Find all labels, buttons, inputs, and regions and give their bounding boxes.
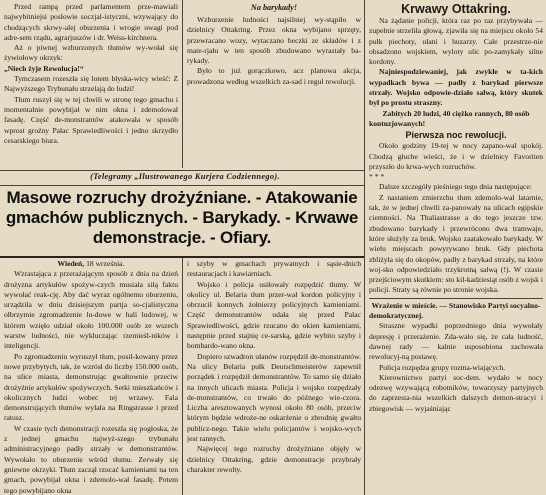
paragraph: Około godziny 19-tej w nocy zapano-wał spokój. Chodzą głuche wieści, że i w dzielnicy Favoriten przyszło do krwa-wych rozruchów.: [369, 141, 543, 171]
paragraph: Straszne wypadki poprzedniego dnia wywołały depresję i przerażenie. Zda-wało się, że cała ludność, dawnej rady — kalnie usposobiona zachowała rewolucyj-ną postawę.: [369, 321, 543, 362]
left-top-column: [4, 2, 178, 176]
paragraph: Policja rozpędza grupy rozma-wiających.: [379, 362, 506, 372]
main-headline: Masowe rozruchy drożyźniane. - Atakowanie gmachów publicznych. - Barykady. - Krwawe demonstracje. - Ofiary.: [5, 188, 359, 247]
paragraph: i szyby w gmachach prywatnych i sąsie-dnich restauracjach i kawiarniach.: [187, 259, 361, 279]
paragraph: Kierownictwo partyi soc-dem. wydało w nocy odezwę wzywającą robotników, towarzyszy partyjnych do zaprzesta-nia wszelkich dalszych demon-stracyi i zbiegowisk — wyjaśniając: [369, 372, 543, 413]
quote: „Niech żyje Rewolucja!“: [4, 63, 84, 73]
paragraph: Było to już gorączkowo, acz planowa akcja, prowadzona według wszelkich za-sad i reguł rewolucji.: [187, 66, 361, 86]
dateline-date: 18 września.: [86, 259, 125, 268]
paragraph: Po zgromadzeniu wyruszył tłum, posił-kowany przez nowe przybytych, tak, że wzrósł do liczby 150.000 osób, na ulice miasta, demonstrując gwałtownie przeciw drożyźnie artykułów spożywczych. Setki mieszkańców i okolicznych ludzi wobec tej wrzawy. Fala demonstrujących tłumów wylała na Ringstrasse i przed ratusz.: [4, 351, 178, 423]
casualty-count: Zabitych 20 ludzi, 40 ciężko rannych, 80 osób kontuzjowanych!: [369, 108, 530, 128]
dateline: [4, 259, 178, 269]
separator-stars: * * *: [369, 172, 385, 182]
paragraph: Aż o piwnej wzburzonych tłumów wy-wołał się żywiołowy okrzyk:: [4, 43, 178, 63]
column-rule: [182, 0, 183, 168]
section-title: Krwawy Ottakring.: [401, 2, 511, 16]
right-column: [369, 2, 543, 495]
column-rule: [182, 258, 183, 495]
section-title: Na barykady!: [250, 3, 298, 12]
middle-top-column: [187, 2, 361, 168]
subheading-rest: — Stanowisko Partyi socyalno-demokratycznej.: [369, 300, 541, 321]
paragraph: Tymczasem rozeszła się lotem błyska-wicy wieść: Z Najwyższego Trybunału strzelają do ludzi!: [4, 74, 178, 94]
paragraph: Najniespodziewaniej, jak zwykle w ta-kich wypadkach bywa — padły z barykad pierwsze strzały. Wojsko odpowie-działo salwą, który skutek był po prostu straszny.: [369, 67, 543, 108]
subheading-lead: Wrażenie w mieście.: [371, 300, 438, 310]
dateline-place: Wiedeń,: [57, 259, 85, 268]
subheading: [369, 301, 543, 322]
paragraph: Na żądanie policji, która raz po raz przybywała — zupełnie strzeliła głową, zjawiła się na miejscu około 54 pułk piechoty, ułani i huzarzy. Całe przestrze-nie obsadzono wojskiem, wyloty ulic po-zamykały silne kordony.: [369, 16, 543, 67]
telegram-credit: (Telegramy „Ilustrowanego Kurjera Codziennego).: [90, 172, 280, 181]
paragraph: Przed rampą przed parlamentem prze-mawiali najwybitniejsi posłowie soczjal-istyczni, wzywający do chodzących skrwy-alej oburzenia i wrogie uwagi pod adre-sem rządu, agrarjuszów i dr. Weiss-kirchnera.: [4, 2, 178, 42]
paragraph: Najwięcej tego rozruchy drożyźniane objęły w dzielnicy Ottakring, gdzie demonstracje przybrały charakter rewolty.: [187, 444, 361, 474]
section-rule: [0, 185, 364, 186]
paragraph: Wzburzenie ludności najsilniej wy-stąpiło w dzielnicy Ottakring. Przez okna wybijano sprzęty, przewracano wozy, wytaczano beczki ze składów i z mate-rjału w ten sposób zbudowano wyrastały ba-rykady.: [187, 15, 361, 66]
left-bottom-column: [4, 259, 178, 495]
subheading: Pierwsza noc rewolucji.: [405, 130, 507, 141]
paragraph: Wojsko i policja usiłowały rozpędzić tłumy. W okolicy ul. Belaria tłum przer-wał kordon policyjny i obrzucił konnych żołnierzy policyjnych kamieniami. Część demonstrantów udała się przed Pałac Sprawiedliwości, gdzie rzucano do okien kamieniami, następnie przed stajnię ce-sarską, gdzie wybito szyby i bombardo-wano okna.: [187, 279, 361, 351]
middle-bottom-column: [187, 259, 361, 495]
paragraph: Wzrastająca z przerażającym sposób z dnia na dzień drożyzna artykułów spożyw-czych musiała siłą faktu wywołać reak-cję. Aby dać wyraz ogólnemu oburzeniu, urządziła w dniu dzisiejszym partja so-cjalistyczna olbrzymie zgromadzenie lu-dowe w hali ludowej, w którem wzięło udział około 100.000 osób ze wszech warstw ludności, nie wykluczając rzemieśl-ników i inteligencji.: [4, 269, 178, 351]
paragraph: Dopiero szwadron ułanów rozpędził de-monstrantów. Na ulicy Belaria pułk Deutschmeisterów zapewnił porządek i rozpędził demonstrantów. To samo się działo na innych ulicach miasta. Policja i wojsko rozpędzały de-monstrantów, co trwało do późnego wie-czora. Liczba aresztowanych wynosi około 80 osób, przeciw którym będzie wdroże-ne oskarżenie o zbrodnię gwałtu publicz-nego. Takie wielu policjantów i wojsko-wych jest rannych.: [187, 351, 361, 444]
paragraph: Z nastaniem zmierzchu tłum zdemolo-wał latarnie, tak, że w jednej chwili za-panowały na ulicach egipskie ciemności. Na Thaliastrasse a do tego jeszcze tzw. zbudowano barykady i przewrócono dwa tramwaje, które służyły za bruk. Wojsko zaatakowało barykady. W wielu miejscach powyrywano bruk. Gdy piechota zbliżyła się do okopów, padły z barykad strzały, na które woj-sko odpowiedziało trzykrotną salwą (!). W czasie przejściowym skutkiem: sto kil-kadziesiąt osób z wojsk i policji. Straty są równie po stronie wojska.: [369, 192, 543, 295]
section-rule: [369, 298, 543, 299]
paragraph: Dalsze szczegóły pieśniego tego dnia następujące:: [379, 182, 532, 192]
paragraph: Tłum ruszył się w tej chwili w stronę tego gmachu i momentalnie powybijał w nim okna i zdemolował fasadę. Część de-monstrantów atakowała w sposób wprost groźny Pałac Sprawiedliwości i jedno skrzydło cesarskiego biura.: [4, 94, 178, 145]
section-rule: [0, 170, 364, 171]
column-rule: [364, 0, 365, 495]
paragraph: W czasie tych demonstracji rozeszła się pogłoska, że z jednej gmachu najwyż-szego trybunału administracyjnego padły strzały w demonstrantów. Wywołało to oburzenie wśród tłumu. Zerwały się gniewne okrzyki. Tłum zaczął rzucać kamieniami na ten gmach, powybijał okna i zdemolo-wał fasadę. Potem tego powybijano okna: [4, 423, 178, 495]
